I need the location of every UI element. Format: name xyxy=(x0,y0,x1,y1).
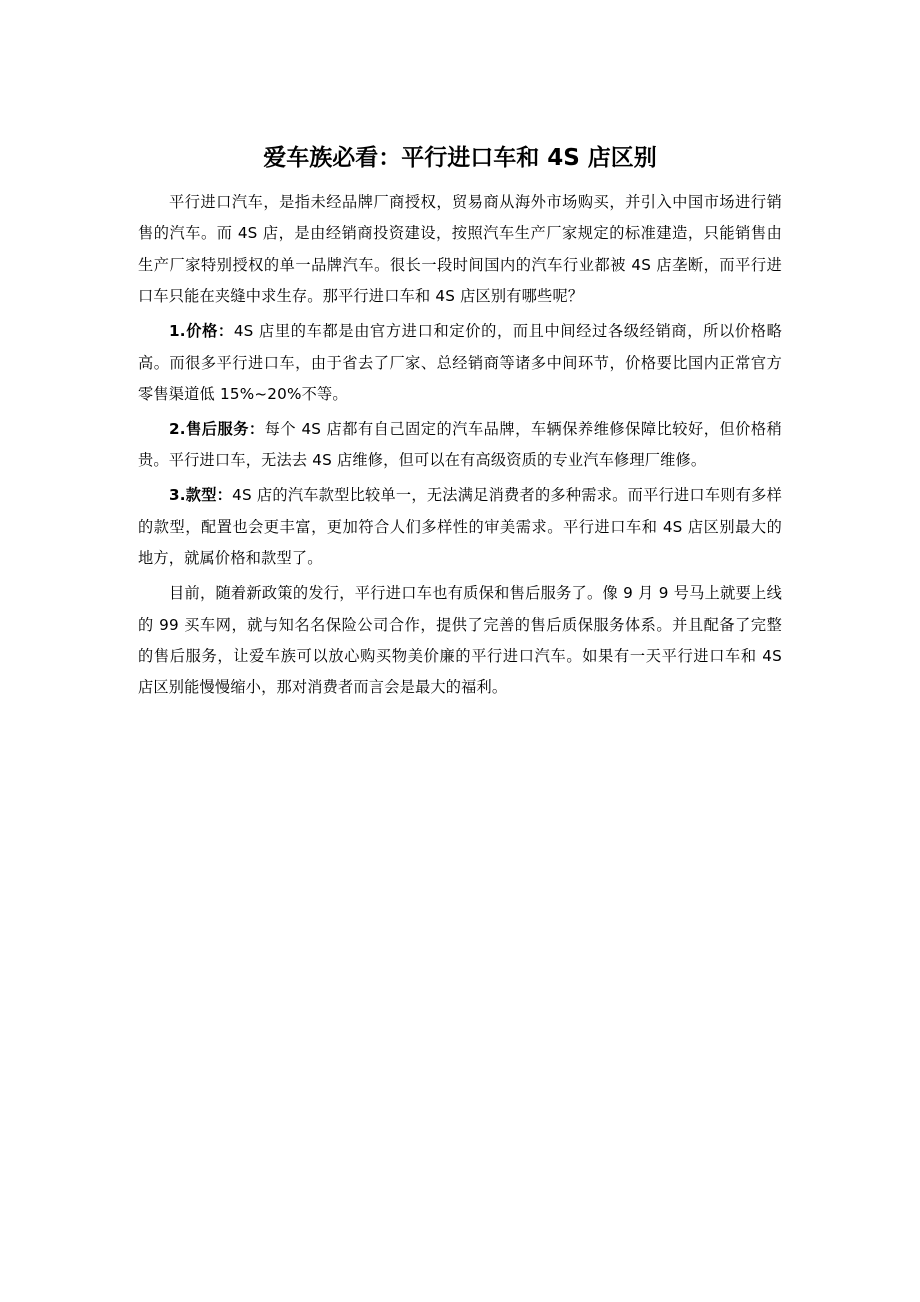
document-body xyxy=(138,187,782,704)
point-service-heading: 2.售后服务： xyxy=(169,420,265,439)
point-model-text: 4S 店的汽车款型比较单一，无法满足消费者的多种需求。而平行进口车则有多样的款型，配置也会更丰富，更加符合人们多样性的审美需求。平行进口车和 4S 店区别最大的地方，就属价格和款型了。 xyxy=(138,486,783,568)
point-service-paragraph xyxy=(138,414,782,477)
point-price-paragraph xyxy=(138,316,782,410)
point-service-text: 每个 4S 店都有自己固定的汽车品牌，车辆保养维修保障比较好，但价格稍贵。平行进口车，无法去 4S 店维修，但可以在有高级资质的专业汽车修理厂维修。 xyxy=(138,420,782,470)
intro-paragraph: 平行进口汽车，是指未经品牌厂商授权，贸易商从海外市场购买，并引入中国市场进行销售的汽车。而 4S 店，是由经销商投资建设，按照汽车生产厂家规定的标准建造，只能销售由生产厂家特别授权的单一品牌汽车。很长一段时间国内的汽车行业都被 4S 店垄断，而平行进口车只能在夹缝中求生存。那平行进口车和 4S 店区别有哪些呢？ xyxy=(138,193,782,306)
document-title: 爱车族必看：平行进口车和 4S 店区别 xyxy=(263,145,657,171)
point-model-heading: 3.款型： xyxy=(169,486,233,505)
point-price-heading: 1.价格： xyxy=(169,322,234,341)
point-model-paragraph xyxy=(138,480,782,574)
point-price-text: 4S 店里的车都是由官方进口和定价的，而且中间经过各级经销商，所以价格略高。而很多平行进口车，由于省去了厂家、总经销商等诸多中间环节，价格要比国内正常官方零售渠道低 15%~20%不等。 xyxy=(138,322,782,404)
conclusion-paragraph: 目前，随着新政策的发行，平行进口车也有质保和售后服务了。像 9 月 9 号马上就要上线的 99 买车网，就与知名名保险公司合作，提供了完善的售后质保服务体系。并且配备了完整的售后服务，让爱车族可以放心购买物美价廉的平行进口汽车。如果有一天平行进口车和 4S 店区别能慢慢缩小，那对消费者而言会是最大的福利。 xyxy=(138,584,782,697)
